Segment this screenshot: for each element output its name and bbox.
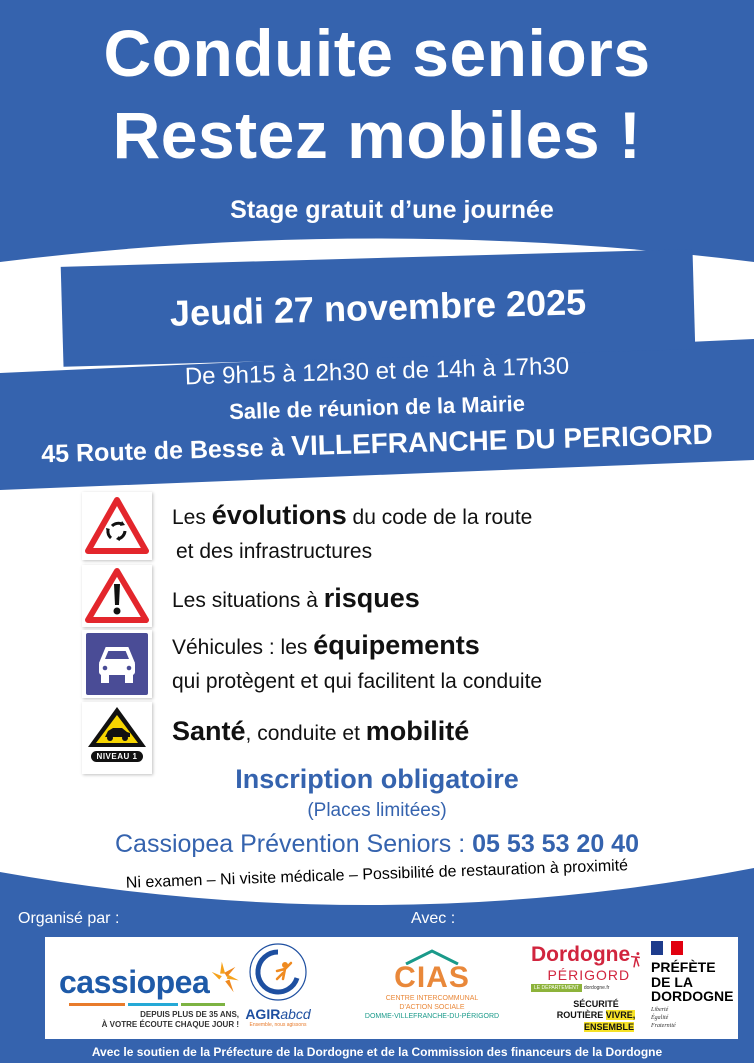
organised-by-label: Organisé par :: [18, 910, 120, 927]
with-label: Avec :: [411, 910, 456, 927]
topic-equipements-line2: qui protègent et qui facilitent la conduite: [172, 670, 543, 693]
event-address-row: [0, 418, 754, 469]
dordogne-wordmark: Dordogne: [531, 943, 631, 966]
cassiopea-tagline-2: À VOTRE ÉCOUTE CHAQUE JOUR !: [101, 1020, 239, 1029]
marianne-flag-icon: [651, 941, 683, 955]
cassiopea-logo: [59, 957, 239, 1030]
securite-routiere-logo: SÉCURITÉ ROUTIÈRE VIVRE, ENSEMBLE: [556, 999, 636, 1032]
topic-keyword: équipements: [313, 630, 480, 660]
contact-phone[interactable]: 05 53 53 20 40: [472, 830, 639, 858]
event-place-row: [0, 390, 754, 425]
dordogne-perigord-logo: Dordogne PÉRIGORD LE DÉPARTEMENT dordogne.fr: [531, 943, 641, 992]
registration-title: Inscription obligatoire: [235, 764, 519, 794]
cassiopea-underline: [69, 1003, 239, 1006]
address-prefix: 45 Route de Besse à: [40, 433, 292, 469]
agir-wordmark: AGIRabcd: [245, 1006, 311, 1022]
event-place: Salle de réunion de la Mairie: [228, 390, 526, 425]
topic-equipements-line1: Véhicules : les équipements: [172, 630, 480, 660]
agir-abcd-logo: [243, 941, 313, 1028]
topic-keyword: évolutions: [211, 500, 347, 530]
agir-ring-icon: [247, 941, 309, 1003]
contact-line: [0, 830, 754, 859]
address-town: VILLEFRANCHE DU PERIGORD: [290, 418, 714, 462]
topic-evolutions-line2: et des infrastructures: [176, 540, 373, 563]
topic-sante: Santé, conduite et mobilité: [172, 716, 470, 746]
event-time-row: [0, 352, 754, 391]
dordogne-figure-icon: [630, 943, 641, 977]
level-badge: NIVEAU 1: [91, 751, 144, 762]
title-line-1: Conduite seniors: [103, 16, 651, 90]
cias-wordmark: CIAS: [394, 961, 470, 994]
disclaimer: Ni examen – Ni visite médicale – Possibilité de restauration à proximité: [125, 857, 629, 892]
roundabout-warning-sign-icon: [82, 492, 152, 560]
cassiopea-tagline-1: DEPUIS PLUS DE 35 ANS,: [140, 1010, 239, 1019]
cassiopea-star-icon: [210, 957, 239, 997]
event-time: De 9h15 à 12h30 et de 14h à 17h30: [184, 352, 570, 391]
topic-risques: Les situations à risques: [172, 583, 420, 613]
topic-evolutions-line1: Les évolutions du code de la route: [172, 500, 533, 530]
agir-tagline: Ensemble, nous agissons: [249, 1022, 307, 1028]
cias-logo: CIAS CENTRE INTERCOMMUNAL D'ACTION SOCIALE DOMME-VILLEFRANCHE-DU-PÉRIGORD: [357, 949, 507, 1020]
danger-warning-sign-icon: [82, 565, 152, 627]
topic-keyword: mobilité: [365, 716, 470, 746]
topic-keyword: Santé: [172, 716, 246, 746]
subtitle: Stage gratuit d’une journée: [230, 196, 554, 224]
support-footer: Avec le soutien de la Préfecture de la Dordogne et de la Commission des financeurs de la Dordogne: [91, 1045, 663, 1059]
title-line-2: Restez mobiles !: [112, 98, 642, 172]
event-date: Jeudi 27 novembre 2025: [169, 281, 587, 334]
date-banner: [61, 249, 696, 367]
topic-keyword: risques: [323, 583, 420, 613]
partner-logos-box: [45, 937, 738, 1039]
prefete-dordogne-logo: PRÉFÈTE DE LA DORDOGNE Liberté Égalité Fraternité: [651, 941, 735, 1030]
registration-note: (Places limitées): [307, 800, 447, 821]
car-road-sign-icon: [82, 630, 152, 698]
cassiopea-wordmark: cassiopea: [59, 964, 210, 1000]
contact-label: Cassiopea Prévention Seniors :: [115, 830, 473, 858]
